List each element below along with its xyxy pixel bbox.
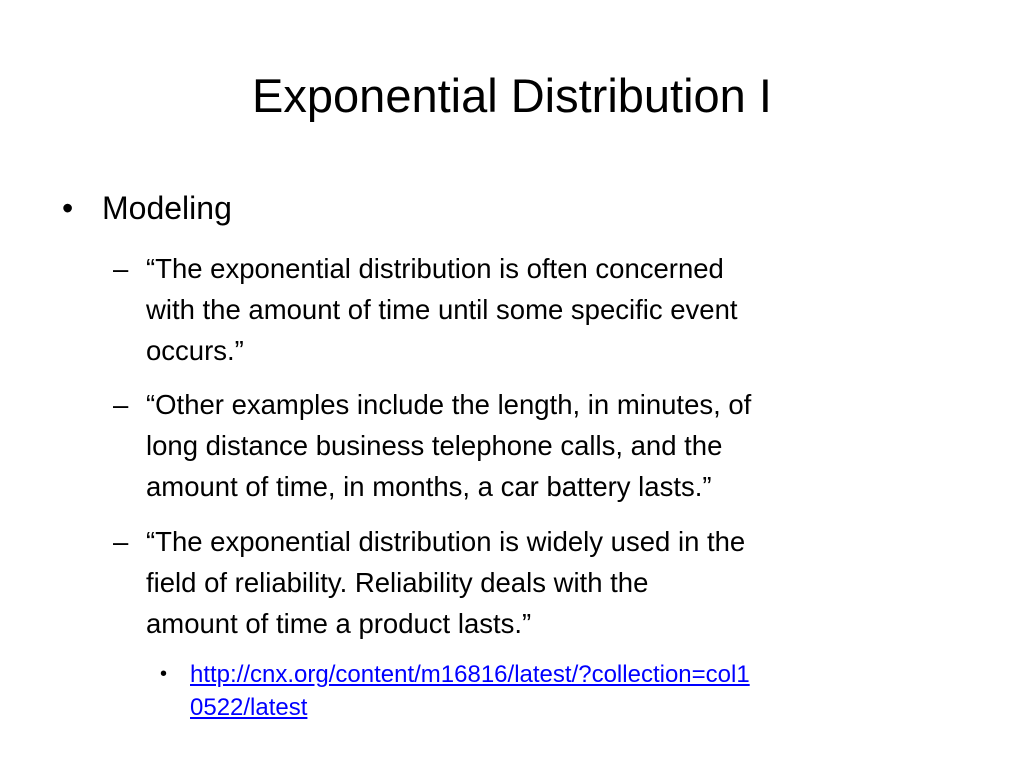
quote-line: long distance business telephone calls, and the (146, 430, 723, 461)
quote-line: amount of time a product lasts.” (146, 608, 532, 639)
slide-title: Exponential Distribution I (252, 69, 772, 122)
dash-marker: – (113, 389, 129, 420)
quote-line: “The exponential distribution is widely used in the (146, 526, 746, 557)
reference-link-continued[interactable]: 0522/latest (190, 694, 308, 721)
quote-line: field of reliability. Reliability deals with the (146, 567, 649, 598)
bullet-marker: • (62, 190, 74, 226)
reference-marker: • (160, 663, 168, 685)
quote-line: “Other examples include the length, in minutes, of (146, 389, 752, 420)
reference-link[interactable]: http://cnx.org/content/m16816/latest/?collection=col1 (190, 661, 750, 688)
bullet-label: Modeling (102, 190, 232, 226)
dash-marker: – (113, 526, 129, 557)
quote-line: with the amount of time until some specific event (146, 294, 738, 325)
quote-line: occurs.” (146, 335, 244, 366)
dash-marker: – (113, 253, 129, 284)
quote-line: amount of time, in months, a car battery lasts.” (146, 471, 712, 502)
quote-line: “The exponential distribution is often concerned (146, 253, 724, 284)
